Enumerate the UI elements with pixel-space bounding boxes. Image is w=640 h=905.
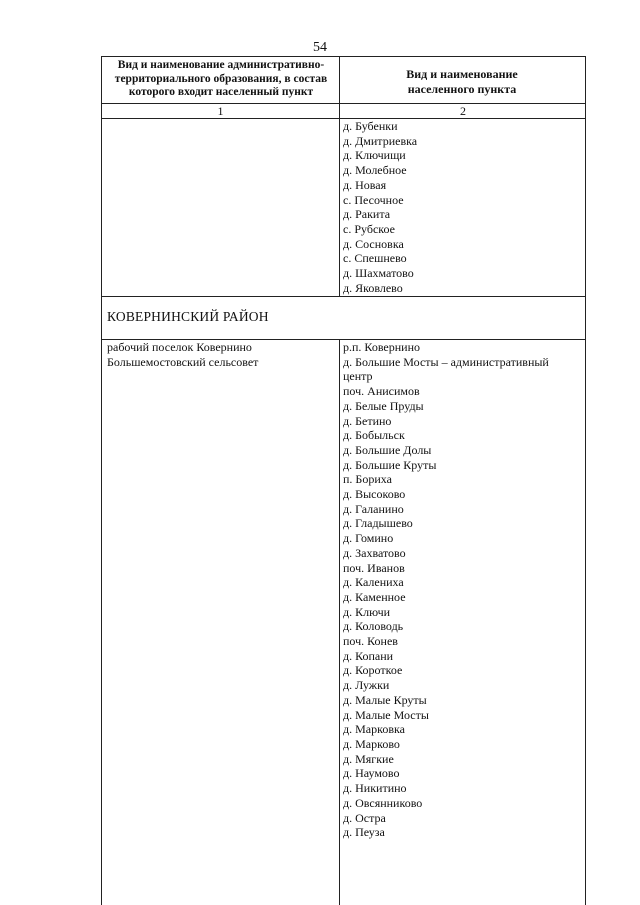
list-item: д. Новая (343, 177, 387, 192)
list-item: с. Песочное (343, 192, 404, 207)
list-item: д. Ключи (343, 604, 391, 619)
list-item: поч. Конев (343, 634, 398, 649)
admin-unit-name: рабочий поселок Ковернино (107, 340, 252, 354)
list-item: центр (343, 369, 373, 384)
page-number: 54 (313, 40, 327, 55)
header-col2: Вид и наименование населенного пункта (406, 67, 518, 96)
section-title: КОВЕРНИНСКИЙ РАЙОН (107, 309, 269, 324)
column-number-2: 2 (460, 104, 466, 118)
list-item: д. Сосновка (343, 236, 404, 251)
header-col1: Вид и наименование административно-территориального образования, в состав которого входит населенный пункт (114, 59, 328, 98)
list-item: д. Захватово (343, 545, 406, 560)
list-item: с. Рубское (343, 221, 395, 236)
continuation-settlement-list (343, 119, 417, 295)
list-item: поч. Анисимов (343, 384, 420, 399)
admin-unit-name: Большемостовский сельсовет (107, 354, 259, 369)
list-item: д. Галанино (343, 501, 404, 516)
list-item: д. Лужки (343, 678, 390, 693)
list-item: д. Ракита (343, 207, 391, 222)
list-item: д. Никитино (343, 781, 407, 796)
list-item: д. Копани (343, 648, 394, 663)
list-item: д. Высоково (343, 487, 406, 502)
settlements-table (101, 56, 586, 905)
list-item: д. Белые Пруды (343, 398, 424, 413)
list-item: д. Наумово (343, 766, 400, 781)
list-item: д. Малые Круты (343, 692, 427, 707)
list-item: д. Молебное (343, 163, 407, 178)
list-item: д. Марковка (343, 722, 405, 737)
list-item: д. Марково (343, 736, 400, 751)
list-item: д. Дмитриевка (343, 133, 418, 148)
list-item: д. Бобыльск (343, 428, 405, 443)
list-item: д. Гладышево (343, 516, 413, 531)
list-item: д. Короткое (343, 663, 403, 678)
list-item: с. Спешнево (343, 251, 407, 266)
list-item: д. Коловодь (343, 619, 404, 634)
list-item: д. Овсянниково (343, 795, 423, 810)
column-number-1: 1 (217, 104, 224, 118)
column-divider (339, 57, 340, 905)
list-item: д. Ключищи (343, 148, 406, 163)
list-item: д. Мягкие (343, 751, 394, 766)
list-item: д. Остра (343, 810, 386, 825)
list-item: д. Большие Круты (343, 457, 437, 472)
list-item: д. Калениха (343, 575, 404, 590)
list-item: д. Бетино (343, 413, 392, 428)
list-item: поч. Иванов (343, 560, 405, 575)
list-item: д. Пеуза (343, 825, 385, 840)
list-item: д. Бубенки (343, 119, 398, 133)
list-item: д. Большие Мосты – административный (343, 354, 549, 369)
list-item: д. Малые Мосты (343, 707, 429, 722)
list-item: д. Гомино (343, 531, 394, 546)
row-divider (102, 296, 585, 297)
list-item: д. Большие Долы (343, 442, 432, 457)
list-item: д. Шахматово (343, 266, 414, 281)
list-item: п. Бориха (343, 472, 392, 487)
list-item: д. Каменное (343, 589, 406, 604)
section-cover (339, 297, 341, 339)
list-item: р.п. Ковернино (343, 340, 421, 354)
settlement-list (343, 340, 549, 840)
list-item: д. Яковлево (343, 280, 403, 295)
